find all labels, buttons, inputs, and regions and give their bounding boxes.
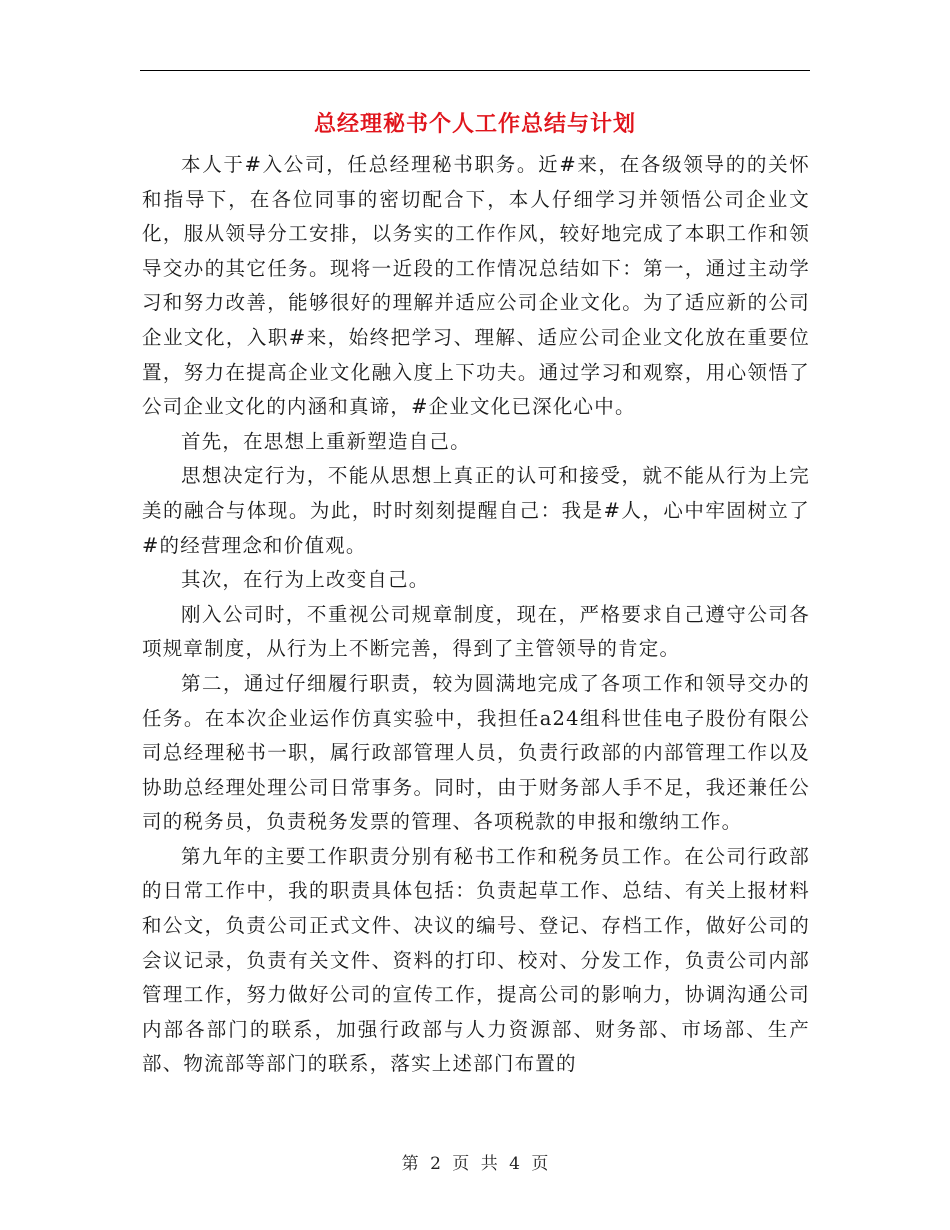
page-footer xyxy=(0,1152,950,1176)
footer-label-di: 第 xyxy=(401,1154,419,1174)
paragraph: 第二，通过仔细履行职责，较为圆满地完成了各项工作和领导交办的任务。在本次企业运作仿真实验中，我担任a24组科世佳电子股份有限公司总经理秘书一职，属行政部管理人员，负责行政部的内部管理工作以及协助总经理处理公司日常事务。同时，由于财务部人手不足，我还兼任公司的税务员，负责税务发票的管理、各项税款的申报和缴纳工作。 xyxy=(142,671,810,834)
document-body xyxy=(142,148,810,1082)
footer-label-ye: 页 xyxy=(452,1154,470,1174)
footer-label-gong: 共 xyxy=(480,1154,498,1174)
document-title: 总经理秘书个人工作总结与计划 xyxy=(313,112,636,137)
paragraph: 第九年的主要工作职责分别有秘书工作和税务员工作。在公司行政部的日常工作中，我的职责具体包括：负责起草工作、总结、有关上报材料和公文，负责公司正式文件、决议的编号、登记、存档工作，做好公司的会议记录，负责有关文件、资料的打印、校对、分发工作，负责公司内部管理工作，努力做好公司的宣传工作，提高公司的影响力，协调沟通公司内部各部门的联系，加强行政部与人力资源部、财务部、市场部、生产部、物流部等部门的联系，落实上述部门布置的 xyxy=(142,844,810,1076)
footer-current-page: 2 xyxy=(430,1154,441,1174)
paragraph: 思想决定行为，不能从思想上真正的认可和接受，就不能从行为上完美的融合与体现。为此，时时刻刻提醒自己：我是#人，心中牢固树立了#的经营理念和价值观。 xyxy=(142,464,810,557)
paragraph: 首先，在思想上重新塑造自己。 xyxy=(181,429,471,453)
footer-label-ye2: 页 xyxy=(531,1154,549,1174)
paragraph: 其次，在行为上改变自己。 xyxy=(181,568,430,592)
paragraph: 刚入公司时，不重视公司规章制度，现在，严格要求自己遵守公司各项规章制度，从行为上不断完善，得到了主管领导的肯定。 xyxy=(142,602,810,661)
paragraph: 本人于#入公司，任总经理秘书职务。近#来，在各级领导的的关怀和指导下，在各位同事的密切配合下，本人仔细学习并领悟公司企业文化，服从领导分工安排，以务实的工作作风，较好地完成了本职工作和领导交办的其它任务。现将一近段的工作情况总结如下：第一，通过主动学习和努力改善，能够很好的理解并适应公司企业文化。为了适应新的公司企业文化，入职#来，始终把学习、理解、适应公司企业文化放在重要位置，努力在提高企业文化融入度上下功夫。通过学习和观察，用心领悟了公司企业文化的内涵和真谛，#企业文化已深化心中。 xyxy=(142,153,810,419)
header-rule xyxy=(140,70,810,71)
footer-total-pages: 4 xyxy=(509,1154,520,1174)
